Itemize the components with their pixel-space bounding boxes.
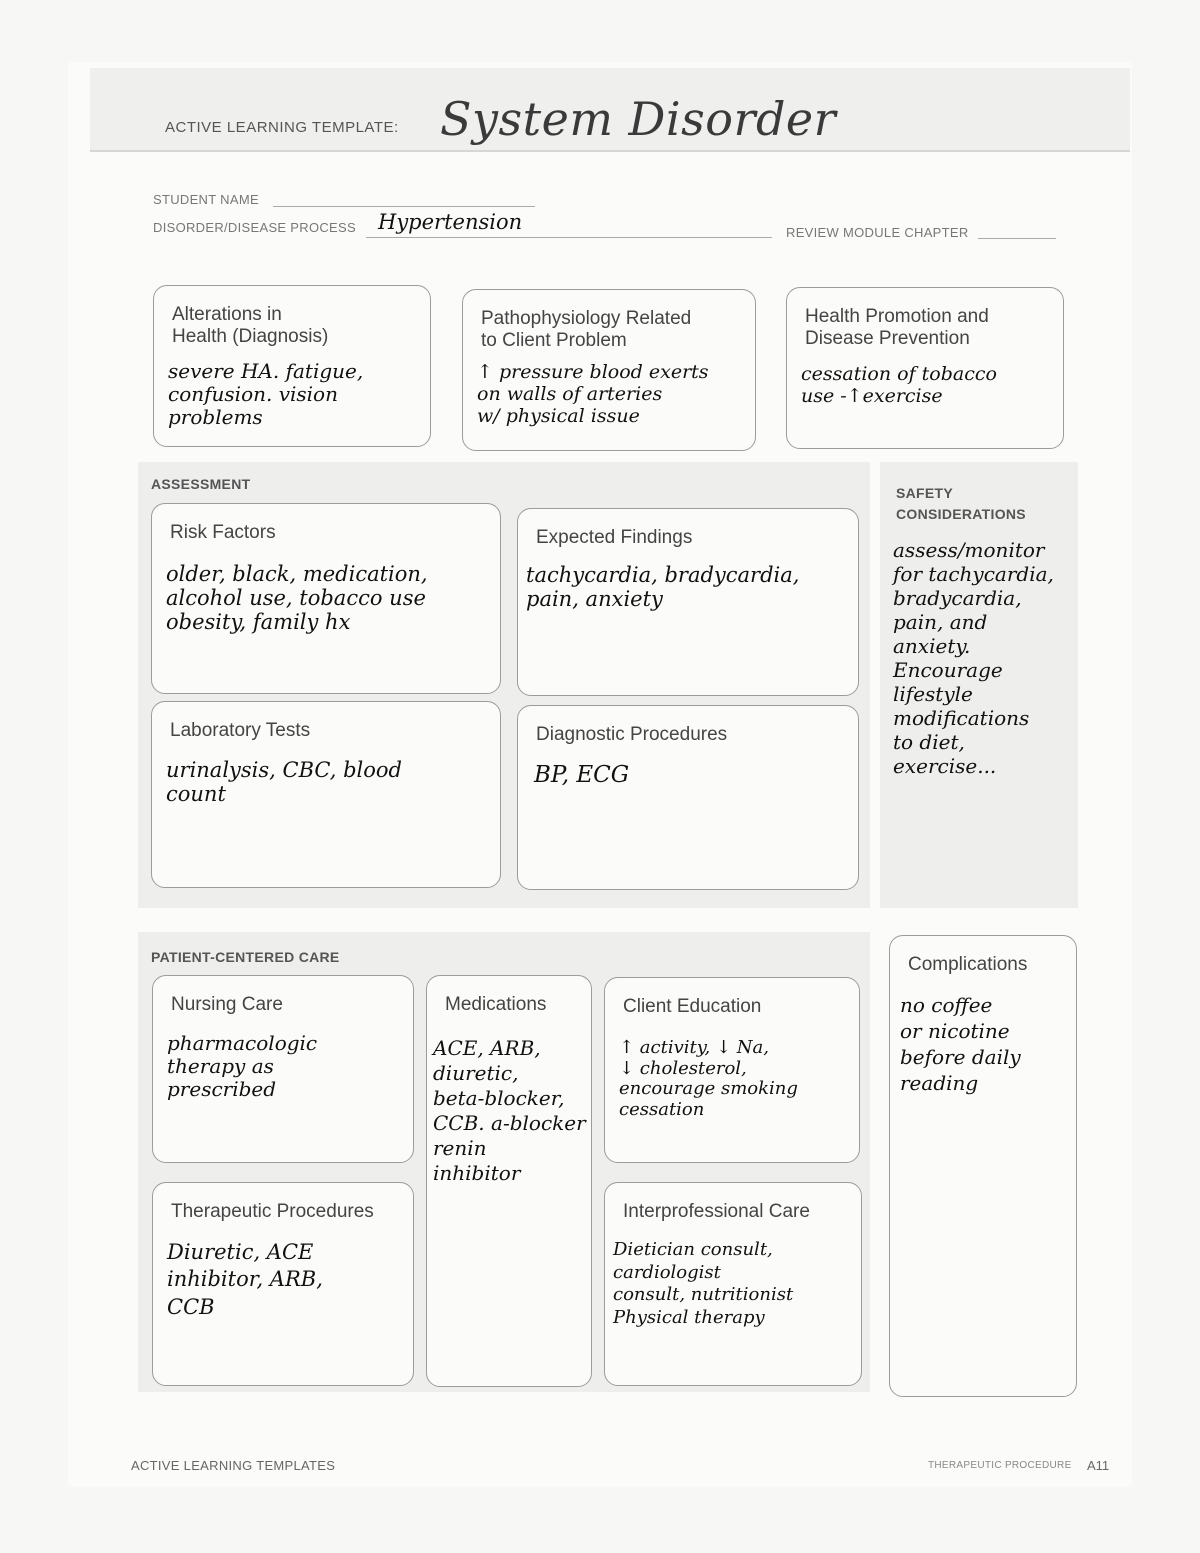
- interprofessional-care-notes: Dietician consult, cardiologist consult, nutritionist Physical therapy: [613, 1239, 794, 1328]
- therapeutic-procedures-notes: Diuretic, ACE inhibitor, ARB, CCB: [167, 1240, 323, 1319]
- footer-left-label: ACTIVE LEARNING TEMPLATES: [131, 1458, 336, 1473]
- disorder-field[interactable]: [366, 237, 772, 238]
- therapeutic-procedures-title: Therapeutic Procedures: [171, 1201, 374, 1222]
- nursing-care-title: Nursing Care: [171, 994, 283, 1015]
- medications-notes: ACE, ARB, diuretic, beta-blocker, CCB. a-blocker renin inhibitor: [433, 1036, 586, 1185]
- health-promotion-notes: cessation of tobacco use -↑exercise: [801, 363, 997, 407]
- complications-title: Complications: [908, 954, 1028, 975]
- therapeutic-procedures-box[interactable]: [152, 1182, 414, 1386]
- page-number: A11: [1087, 1458, 1110, 1473]
- nursing-care-box[interactable]: [152, 975, 414, 1163]
- pathophysiology-box[interactable]: [462, 289, 756, 451]
- patient-centered-care-label: PATIENT-CENTERED CARE: [151, 949, 340, 965]
- expected-findings-title: Expected Findings: [536, 527, 693, 548]
- client-education-notes: ↑ activity, ↓ Na, ↓ cholesterol, encourage smoking cessation: [619, 1037, 798, 1121]
- student-name-field[interactable]: [273, 206, 535, 207]
- risk-factors-title: Risk Factors: [170, 522, 276, 543]
- client-education-title: Client Education: [623, 996, 762, 1017]
- complications-box[interactable]: [889, 935, 1077, 1397]
- risk-factors-box[interactable]: [151, 503, 501, 694]
- template-label: ACTIVE LEARNING TEMPLATE:: [165, 119, 399, 136]
- lab-tests-box[interactable]: [151, 701, 501, 888]
- lab-tests-title: Laboratory Tests: [170, 720, 311, 741]
- assessment-label: ASSESSMENT: [151, 476, 251, 492]
- medications-box[interactable]: [426, 975, 592, 1387]
- safety-considerations-label: SAFETY CONSIDERATIONS: [896, 485, 1026, 522]
- health-promotion-box[interactable]: [786, 287, 1064, 449]
- alterations-notes: severe HA. fatigue, confusion. vision problems: [168, 359, 364, 429]
- medications-title: Medications: [445, 994, 547, 1015]
- complications-notes: no coffee or nicotine before daily reading: [900, 993, 1021, 1095]
- disorder-label: DISORDER/DISEASE PROCESS: [153, 220, 356, 235]
- risk-factors-notes: older, black, medication, alcohol use, tobacco use obesity, family hx: [166, 562, 428, 635]
- review-chapter-label: REVIEW MODULE CHAPTER: [786, 225, 969, 240]
- expected-findings-notes: tachycardia, bradycardia, pain, anxiety: [526, 563, 800, 612]
- footer-section-label: THERAPEUTIC PROCEDURE: [928, 1460, 1072, 1471]
- template-title: System Disorder: [440, 92, 837, 146]
- pathophysiology-title: Pathophysiology Related to Client Problem: [481, 308, 692, 351]
- client-education-box[interactable]: [604, 977, 860, 1163]
- diagnostic-procedures-box[interactable]: [517, 705, 859, 890]
- alterations-box[interactable]: [153, 285, 431, 447]
- nursing-care-notes: pharmacologic therapy as prescribed: [167, 1031, 318, 1101]
- interprofessional-care-title: Interprofessional Care: [623, 1201, 810, 1222]
- review-chapter-field[interactable]: [978, 238, 1056, 239]
- interprofessional-care-box[interactable]: [604, 1182, 862, 1386]
- pathophysiology-notes: ↑ pressure blood exerts on walls of arteries w/ physical issue: [477, 361, 709, 427]
- disorder-value: Hypertension: [378, 210, 523, 234]
- alterations-title: Alterations in Health (Diagnosis): [172, 304, 329, 347]
- diagnostic-procedures-notes: BP, ECG: [534, 762, 630, 788]
- health-promotion-title: Health Promotion and Disease Prevention: [805, 306, 989, 349]
- student-name-label: STUDENT NAME: [153, 192, 259, 207]
- expected-findings-box[interactable]: [517, 508, 859, 696]
- safety-considerations-notes: assess/monitor for tachycardia, bradycardia, pain, and anxiety. Encourage lifestyle modifications to diet, exercise...: [893, 538, 1054, 778]
- diagnostic-procedures-title: Diagnostic Procedures: [536, 724, 728, 745]
- lab-tests-notes: urinalysis, CBC, blood count: [166, 758, 402, 807]
